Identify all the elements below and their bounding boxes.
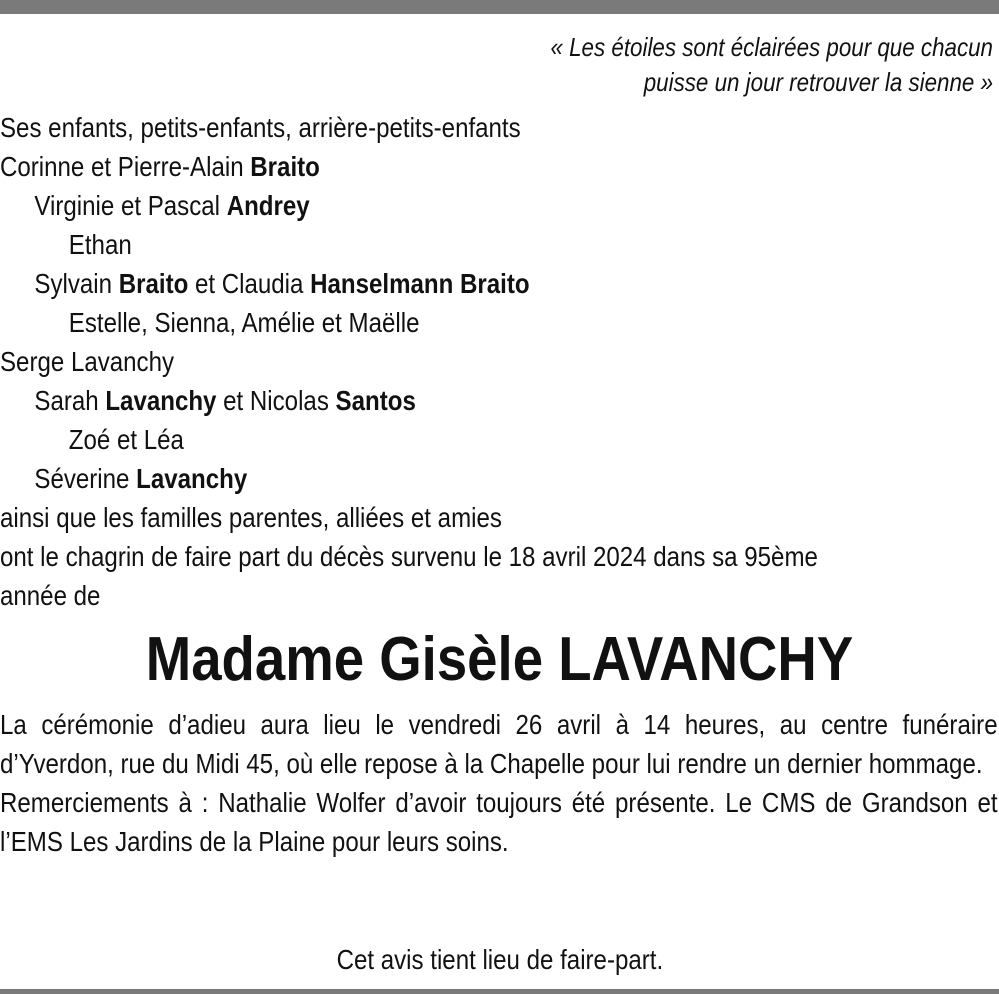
family-member-serge: Serge Lavanchy <box>0 346 175 377</box>
thanks-paragraph: Remerciements à : Nathalie Wolfer d’avoir toujours été présente. Le CMS de Grandson et l’EMS Les Jardins de la Plaine pour leurs soins. <box>0 787 998 857</box>
bottom-rule <box>0 989 999 994</box>
surname: Andrey <box>226 190 310 221</box>
extended-family: ainsi que les familles parentes, alliées et amies <box>0 502 502 533</box>
epigraph-quote <box>391 30 993 100</box>
family-member-estelle: Estelle, Sienna, Amélie et Maëlle <box>68 307 420 338</box>
given-name: Sylvain <box>34 268 113 299</box>
surname: Santos <box>335 385 416 416</box>
given-name: Sarah <box>34 385 99 416</box>
quote-line-1: « Les étoiles sont éclairées pour que chacun <box>550 32 993 62</box>
surname: Braito <box>118 268 189 299</box>
family-member-severine <box>0 459 818 498</box>
family-member-zoe: Zoé et Léa <box>68 424 184 455</box>
surname: Lavanchy <box>105 385 217 416</box>
surname: Braito <box>250 151 320 182</box>
given-names: Corinne et Pierre-Alain <box>0 151 244 182</box>
given-name: et Claudia <box>194 268 304 299</box>
announcement-line-1: ont le chagrin de faire part du décès survenu le 18 avril 2024 dans sa 95ème <box>0 541 818 572</box>
family-member-sylvain <box>0 264 818 303</box>
surname: Lavanchy <box>136 463 248 494</box>
ceremony-details <box>0 705 998 861</box>
top-rule <box>0 0 999 14</box>
given-names: Virginie et Pascal <box>34 190 221 221</box>
closing-note <box>0 940 999 979</box>
family-member-virginie <box>0 186 818 225</box>
closing-text: Cet avis tient lieu de faire-part. <box>336 944 663 975</box>
family-member-corinne <box>0 147 818 186</box>
deceased-name: Madame Gisèle LAVANCHY <box>145 625 854 694</box>
ceremony-paragraph: La cérémonie d’adieu aura lieu le vendredi 26 avril à 14 heures, au centre funéraire d’Yverdon, rue du Midi 45, où elle repose à la Chapelle pour lui rendre un dernier hommage. <box>0 709 998 779</box>
given-name: Séverine <box>34 463 130 494</box>
given-name: et Nicolas <box>223 385 329 416</box>
family-member-ethan: Ethan <box>68 229 132 260</box>
announcement-line-2: année de <box>0 580 101 611</box>
family-member-sarah <box>0 381 818 420</box>
family-intro: Ses enfants, petits-enfants, arrière-petits-enfants <box>0 112 521 143</box>
surname: Hanselmann Braito <box>310 268 530 299</box>
quote-line-2: puisse un jour retrouver la sienne » <box>643 67 993 97</box>
family-list <box>0 108 951 615</box>
